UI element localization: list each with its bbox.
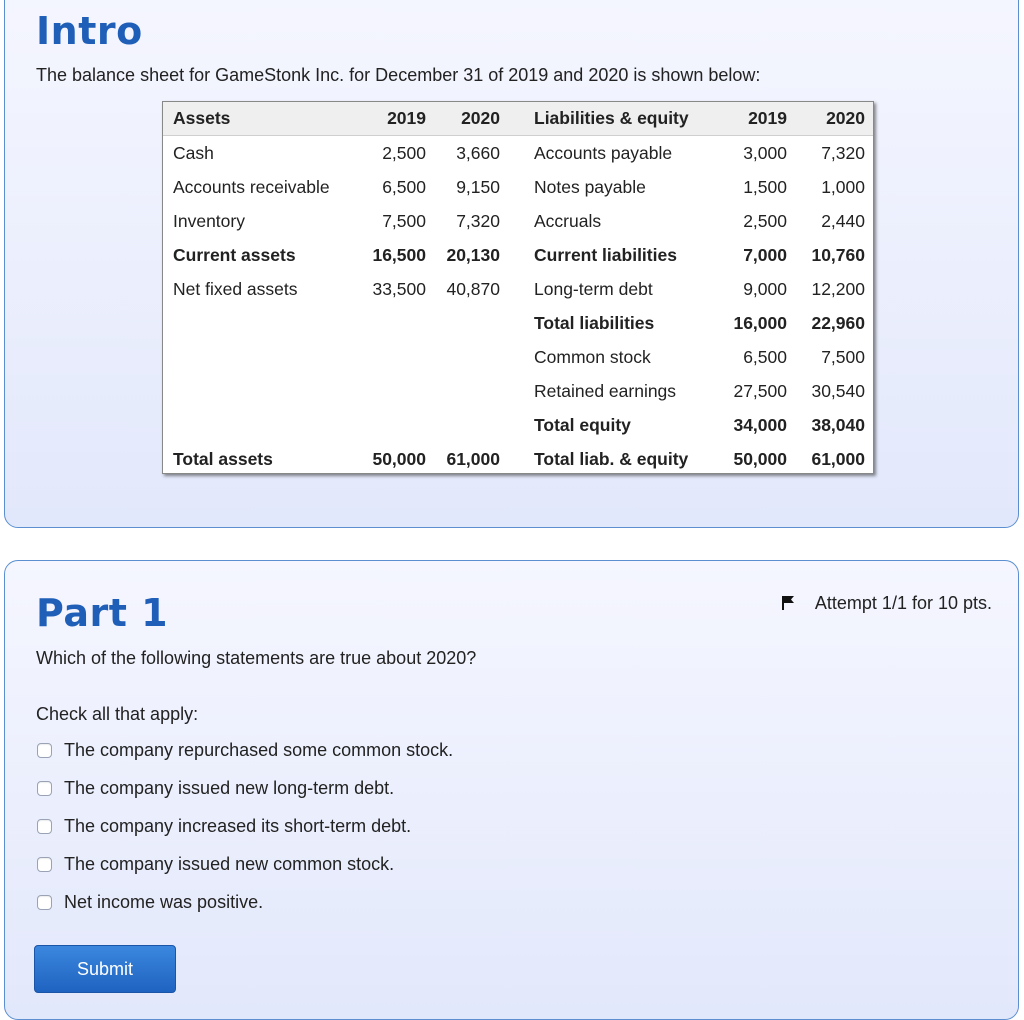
liability-label: Accruals (534, 211, 602, 231)
liability-2019-value: 2,500 (743, 211, 787, 231)
header-liabilities: Liabilities & equity (534, 108, 689, 128)
asset-2019-value: 7,500 (382, 211, 426, 231)
table-row (163, 374, 873, 408)
liability-2019-value: 1,500 (743, 177, 787, 197)
liability-2020-value: 7,320 (821, 143, 865, 163)
liability-label: Long-term debt (534, 279, 653, 299)
attempt-text: Attempt 1/1 for 10 pts. (814, 593, 992, 613)
liability-2020-value: 12,200 (811, 279, 865, 299)
part1-panel (4, 560, 1019, 1020)
asset-label: Accounts receivable (173, 177, 330, 197)
choice-option[interactable] (37, 892, 263, 913)
choice-option[interactable] (37, 854, 394, 875)
liability-2019-value: 27,500 (733, 381, 787, 401)
asset-2020-value: 40,870 (446, 279, 500, 299)
liability-2020-value: 7,500 (821, 347, 865, 367)
asset-2019-value: 16,500 (372, 245, 426, 265)
table-row (163, 204, 873, 238)
table-row (163, 340, 873, 374)
choice-label: The company repurchased some common stock. (64, 740, 454, 760)
liability-2020-value: 61,000 (811, 449, 865, 469)
liability-label: Total liabilities (534, 313, 655, 333)
header-assets-2020: 2020 (461, 108, 500, 128)
checkbox[interactable] (37, 895, 52, 910)
table-header-row (163, 102, 873, 136)
header-liabilities-2019: 2019 (748, 108, 787, 128)
choice-option[interactable] (37, 778, 394, 799)
instruction-text: Check all that apply: (36, 704, 199, 724)
liability-label: Retained earnings (534, 381, 677, 401)
checkbox[interactable] (37, 857, 52, 872)
submit-button[interactable]: Submit (34, 945, 176, 993)
liability-2020-value: 1,000 (821, 177, 865, 197)
choice-label: The company increased its short-term debt. (64, 816, 412, 836)
table-row (163, 442, 873, 476)
header-assets-2019: 2019 (387, 108, 426, 128)
header-liabilities-2020: 2020 (826, 108, 865, 128)
asset-2019-value: 6,500 (382, 177, 426, 197)
choice-option[interactable] (37, 740, 453, 761)
header-assets: Assets (173, 108, 231, 128)
liability-2020-value: 38,040 (811, 415, 865, 435)
asset-label: Current assets (173, 245, 296, 265)
table-row (163, 306, 873, 340)
liability-2020-value: 10,760 (811, 245, 865, 265)
intro-text: The balance sheet for GameStonk Inc. for December 31 of 2019 and 2020 is shown below: (36, 65, 761, 85)
liability-label: Total liab. & equity (534, 449, 689, 469)
flag-icon (781, 595, 797, 611)
asset-label: Net fixed assets (173, 279, 298, 299)
liability-2020-value: 30,540 (811, 381, 865, 401)
liability-label: Current liabilities (534, 245, 677, 265)
intro-title: Intro (36, 9, 143, 53)
choice-option[interactable] (37, 816, 411, 837)
liability-2019-value: 50,000 (733, 449, 787, 469)
asset-2020-value: 3,660 (456, 143, 500, 163)
intro-panel (4, 0, 1019, 528)
attempt-info (815, 593, 992, 614)
choice-label: Net income was positive. (64, 892, 264, 912)
asset-2020-value: 7,320 (456, 211, 500, 231)
choice-label: The company issued new common stock. (64, 854, 395, 874)
liability-2019-value: 3,000 (743, 143, 787, 163)
liability-label: Total equity (534, 415, 631, 435)
asset-label: Cash (173, 143, 214, 163)
table-row (163, 272, 873, 306)
liability-2020-value: 2,440 (821, 211, 865, 231)
table-row (163, 136, 873, 170)
liability-2019-value: 16,000 (733, 313, 787, 333)
table-row (163, 170, 873, 204)
checkbox[interactable] (37, 819, 52, 834)
asset-2020-value: 9,150 (456, 177, 500, 197)
asset-2019-value: 33,500 (372, 279, 426, 299)
question-text: Which of the following statements are true about 2020? (36, 648, 477, 668)
part1-title: Part 1 (36, 591, 169, 635)
liability-label: Common stock (534, 347, 651, 367)
table-row (163, 238, 873, 272)
asset-2020-value: 20,130 (446, 245, 500, 265)
balance-sheet-table (162, 101, 874, 474)
liability-2019-value: 34,000 (733, 415, 787, 435)
choice-label: The company issued new long-term debt. (64, 778, 395, 798)
asset-2019-value: 50,000 (372, 449, 426, 469)
table-row (163, 408, 873, 442)
asset-2020-value: 61,000 (446, 449, 500, 469)
liability-2019-value: 6,500 (743, 347, 787, 367)
liability-2020-value: 22,960 (811, 313, 865, 333)
checkbox[interactable] (37, 743, 52, 758)
liability-2019-value: 9,000 (743, 279, 787, 299)
asset-label: Inventory (173, 211, 245, 231)
asset-2019-value: 2,500 (382, 143, 426, 163)
checkbox[interactable] (37, 781, 52, 796)
liability-label: Accounts payable (534, 143, 673, 163)
liability-label: Notes payable (534, 177, 646, 197)
liability-2019-value: 7,000 (743, 245, 787, 265)
asset-label: Total assets (173, 449, 273, 469)
